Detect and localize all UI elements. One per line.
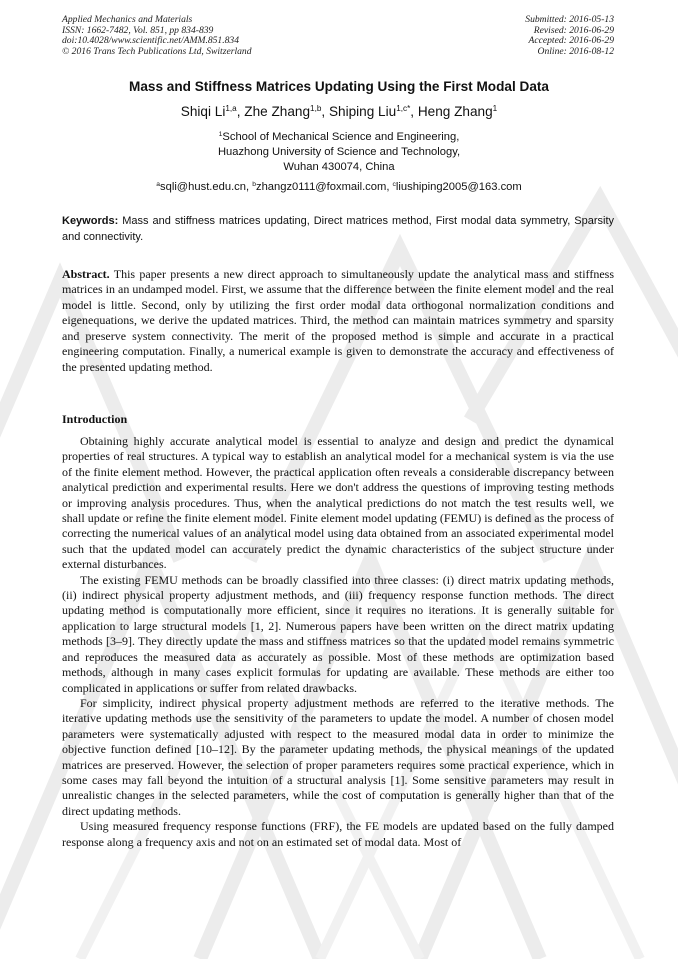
abstract-label: Abstract. [62,267,110,281]
keywords-block [62,214,614,245]
author: Shiping Liu$^{1,c*}$, [328,104,418,119]
affiliation [0,130,678,175]
body-paragraph: Obtaining highly accurate analytical model is essential to analyze and design and predict the dynamical properties of real structures. A typical way to establish an analytical model for a mechanical system is via the use of the finite element method. However, the practical application often reveals a considerable discrepancy between analytical prediction and experimental results. Here we don't address the questions of improving testing methods or improving analysis procedures. Thus, when the analytical predictions do not match the test results well, we shall update or refine the finite element model. Finite element model updating (FEMU) is defined as the process of correcting the numerical values of an analytical model using data obtained from an associated experimental model such that the updated model can accurately predict the dynamic characteristics of the subject structure under external disturbances. [62,434,614,572]
abstract-text: This paper presents a new direct approach to simultaneously update the analytical mass and stiffness matrices in an undamped model. First, we assume that the difference between the finite element model and the real model is little. Second, only by utilizing the first order modal data orthogonal normalization conditions and eigenequations, we derive the updated matrices. Third, the method can maintain matrices symmetry and sparsity and preserve system connectivity. The merit of the proposed method is simple and accurate in a practical engineering computation. Finally, a numerical example is given to demonstrate the accuracy and effectiveness of the presented updating method. [62,267,614,374]
email: $^b$zhangz0111@foxmail.com, [252,180,393,193]
email: $^c$liushiping2005@163.com [392,180,522,193]
revised-date: Revised: 2016-06-29 [533,24,614,36]
submitted-date: Submitted: 2016-05-13 [525,14,614,25]
keywords-label: Keywords: [62,215,119,227]
online-date: Online: 2016-08-12 [537,45,614,57]
email: $^a$sqli@hust.edu.cn, [156,180,253,193]
section-title-introduction: Introduction [62,412,128,426]
doi-line: doi:10.4028/www.scientific.net/AMM.851.834 [62,35,240,47]
paper-title: Mass and Stiffness Matrices Updating Using the First Modal Data [129,79,549,94]
journal-name: Applied Mechanics and Materials [62,14,193,25]
journal-header-right [525,15,614,57]
copyright-line: © 2016 Trans Tech Publications Ltd, Switzerland [62,45,252,57]
accepted-date: Accepted: 2016-06-29 [528,35,614,47]
author: Zhe Zhang$^{1,b}$, [244,104,329,119]
body-paragraph: For simplicity, indirect physical property adjustment methods are referred to the iterative methods. The iterative updating methods use the sensitivity of the parameters to update the model. A number of chosen model parameters were systematically adjusted with respect to the measured modal data in order to minimize the objective function defined [10–12]. By the parameter updating methods, the physical meanings of the updated matrices are preserved. However, the selection of proper parameters requires some practical experience, which in some cases may fall beyond the intuition of a structural analysis [1]. Some sensitive parameters may result in unrealistic changes in the selected parameters, while the cost of computation is generally higher than that of the direct updating methods. [62,695,614,818]
abstract-block [62,267,614,375]
body-paragraph: Using measured frequency response functions (FRF), the FE models are updated based on the fully damped response along a frequency axis and not on an estimated set of modal data. Most of [62,819,614,849]
affiliation-line: Huazhong University of Science and Technology, [217,146,461,158]
affiliation-line: Wuhan 430074, China [283,161,395,173]
keywords-text: Mass and stiffness matrices updating, Direct matrices method, First modal data symmetry, Sparsity and connectivity. [62,215,614,243]
affiliation-line: $^1$School of Mechanical Science and Engineering, [218,130,460,143]
author: Shiqi Li$^{1,a}$, [180,104,245,119]
introduction-body [62,434,614,850]
journal-header-left [62,15,252,57]
author-emails [0,181,678,193]
body-paragraph: The existing FEMU methods can be broadly classified into three classes: (i) direct matrix updating methods, (ii) indirect physical property adjustment methods, and (iii) frequency response function methods. The direct updating method is computationally more efficient, since it requires no iterations. It is generally suitable for application to large structural models [1, 2]. Numerous papers have been written on the direct matrix updating methods [3–9]. They directly update the mass and stiffness matrices so that the updated model remains symmetric and reproduces the measured data as accurately as possible. Most of these methods are optimization based methods, although in many cases explicit formulas for updating are available. These methods are either too complicated in applications or suffer from related drawbacks. [62,572,614,695]
author: Heng Zhang$^1$ [417,104,498,119]
author-list [0,104,678,119]
issn-line: ISSN: 1662-7482, Vol. 851, pp 834-839 [62,24,214,36]
